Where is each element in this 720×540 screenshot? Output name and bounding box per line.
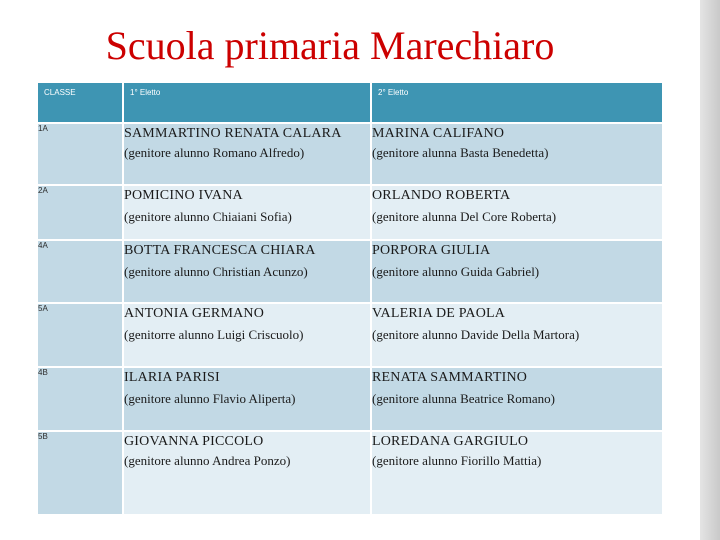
table-row xyxy=(37,431,663,515)
class-cell: 4B xyxy=(37,367,123,431)
second-elected-parent: (genitore alunna Del Core Roberta) xyxy=(372,209,557,224)
second-elected-parent: (genitore alunno Fiorillo Mattia) xyxy=(372,453,542,468)
first-elected-name: GIOVANNA PICCOLO xyxy=(124,434,264,449)
first-elected-parent: (genitore alunno Chiaiani Sofia) xyxy=(124,209,292,224)
first-elected-name: BOTTA FRANCESCA CHIARA xyxy=(124,243,316,258)
table-row xyxy=(37,367,663,431)
table-row xyxy=(37,240,663,303)
class-cell: 5B xyxy=(37,431,123,515)
first-elected-cell xyxy=(123,185,371,240)
second-elected-name: LOREDANA GARGIULO xyxy=(372,434,529,449)
second-elected-parent: (genitore alunna Beatrice Romano) xyxy=(372,391,556,406)
first-elected-parent: (genitore alunno Christian Acunzo) xyxy=(124,264,308,279)
elected-table xyxy=(36,81,664,516)
second-elected-name: MARINA CALIFANO xyxy=(372,126,505,141)
second-elected-name: RENATA SAMMARTINO xyxy=(372,370,528,385)
first-elected-parent: (genitore alunno Andrea Ponzo) xyxy=(124,453,291,468)
second-elected-name: VALERIA DE PAOLA xyxy=(372,306,506,321)
second-elected-parent: (genitore alunno Guida Gabriel) xyxy=(372,264,540,279)
second-elected-cell xyxy=(371,431,663,515)
second-elected-name: PORPORA GIULIA xyxy=(372,243,491,258)
column-header-second-elected: 2° Eletto xyxy=(371,82,663,123)
second-elected-cell xyxy=(371,367,663,431)
table-row xyxy=(37,123,663,185)
second-elected-cell xyxy=(371,123,663,185)
first-elected-name: POMICINO IVANA xyxy=(124,188,243,203)
first-elected-parent: (genitorre alunno Luigi Criscuolo) xyxy=(124,327,304,342)
first-elected-cell xyxy=(123,240,371,303)
class-cell: 4A xyxy=(37,240,123,303)
second-elected-cell xyxy=(371,303,663,367)
first-elected-name: SAMMARTINO RENATA CALARA xyxy=(124,126,342,141)
page-title: Scuola primaria Marechiaro xyxy=(105,23,555,68)
class-cell: 2A xyxy=(37,185,123,240)
first-elected-cell xyxy=(123,123,371,185)
second-elected-cell xyxy=(371,240,663,303)
second-elected-parent: (genitore alunno Davide Della Martora) xyxy=(372,327,580,342)
first-elected-cell xyxy=(123,303,371,367)
table-row xyxy=(37,185,663,240)
second-elected-cell xyxy=(371,185,663,240)
first-elected-parent: (genitore alunno Romano Alfredo) xyxy=(124,145,305,160)
right-edge-band xyxy=(700,0,720,540)
table-row xyxy=(37,303,663,367)
second-elected-name: ORLANDO ROBERTA xyxy=(372,188,511,203)
column-header-classe: CLASSE xyxy=(37,82,123,123)
first-elected-name: ANTONIA GERMANO xyxy=(124,306,265,321)
table-header-row xyxy=(37,82,663,123)
class-cell: 1A xyxy=(37,123,123,185)
first-elected-parent: (genitore alunno Flavio Aliperta) xyxy=(124,391,296,406)
first-elected-name: ILARIA PARISI xyxy=(124,370,220,385)
first-elected-cell xyxy=(123,431,371,515)
first-elected-cell xyxy=(123,367,371,431)
class-cell: 5A xyxy=(37,303,123,367)
second-elected-parent: (genitore alunna Basta Benedetta) xyxy=(372,145,549,160)
column-header-first-elected: 1° Eletto xyxy=(123,82,371,123)
